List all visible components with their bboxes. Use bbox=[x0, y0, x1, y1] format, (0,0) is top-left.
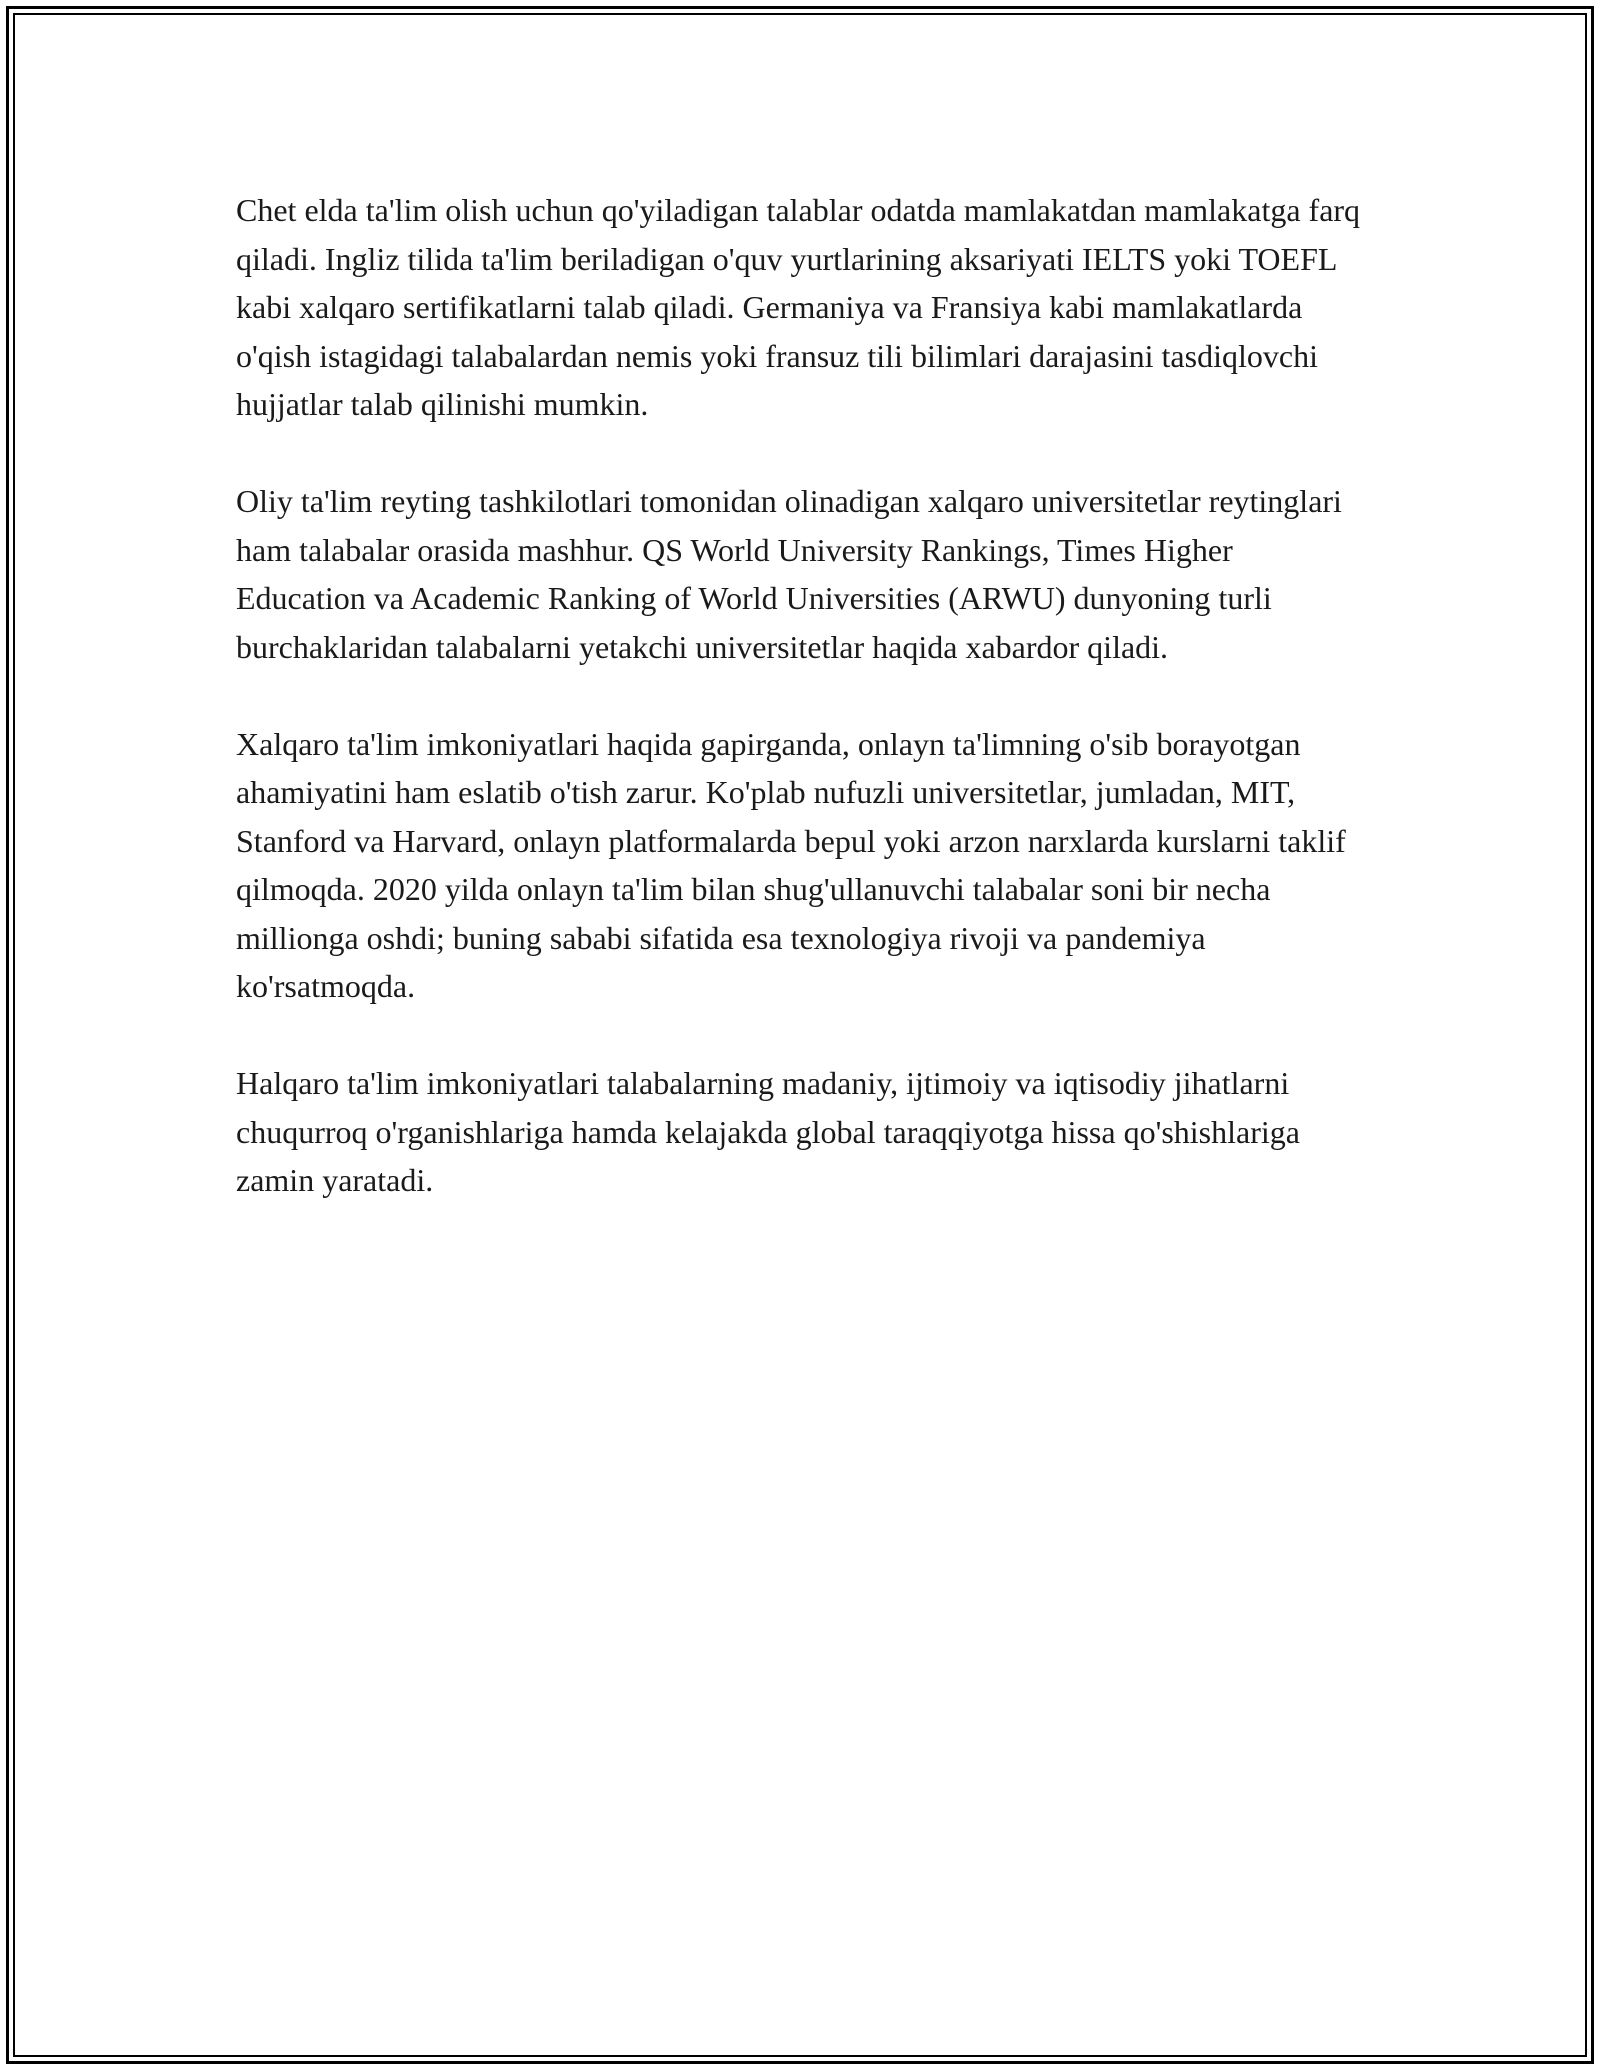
paragraph-online-education: Xalqaro ta'lim imkoniyatlari haqida gapirganda, onlayn ta'limning o'sib borayotgan ahamiyatini ham eslatib o'tish zarur. Ko'plab nufuzli universitetlar, jumladan, MIT, Stanford va Harvard, onlayn platformalarda bepul yoki arzon narxlarda kurslarni taklif qilmoqda. 2020 yilda onlayn ta'lim bilan shug'ullanuvchi talabalar soni bir necha millionga oshdi; buning sababi sifatida esa texnologiya rivoji va pandemiya ko'rsatmoqda. bbox=[236, 725, 1346, 1004]
paragraph-language-requirements: Chet elda ta'lim olish uchun qo'yiladigan talablar odatda mamlakatdan mamlakatga farq qiladi. Ingliz tilida ta'lim beriladigan o'quv yurtlarining aksariyati IELTS yoki TOEFL kabi xalqaro sertifikatlarni talab qiladi. Germaniya va Fransiya kabi mamlakatlarda o'qish istagidagi talabalardan nemis yoki fransuz tili bilimlari darajasini tasdiqlovchi hujjatlar talab qilinishi mumkin. bbox=[236, 192, 1361, 422]
document-body bbox=[236, 186, 1366, 1205]
paragraph-conclusion: Halqaro ta'lim imkoniyatlari talabalarning madaniy, ijtimoiy va iqtisodiy jihatlarni chuqurroq o'rganishlariga hamda kelajakda global taraqqiyotga hissa qo'shishlariga zamin yaratadi. bbox=[236, 1065, 1300, 1198]
paragraph-university-rankings: Oliy ta'lim reyting tashkilotlari tomonidan olinadigan xalqaro universitetlar reytinglari ham talabalar orasida mashhur. QS World University Rankings, Times Higher Education va Academic Ranking of World Universities (ARWU) dunyoning turli burchaklaridan talabalarni yetakchi universitetlar haqida xabardor qiladi. bbox=[236, 483, 1342, 665]
